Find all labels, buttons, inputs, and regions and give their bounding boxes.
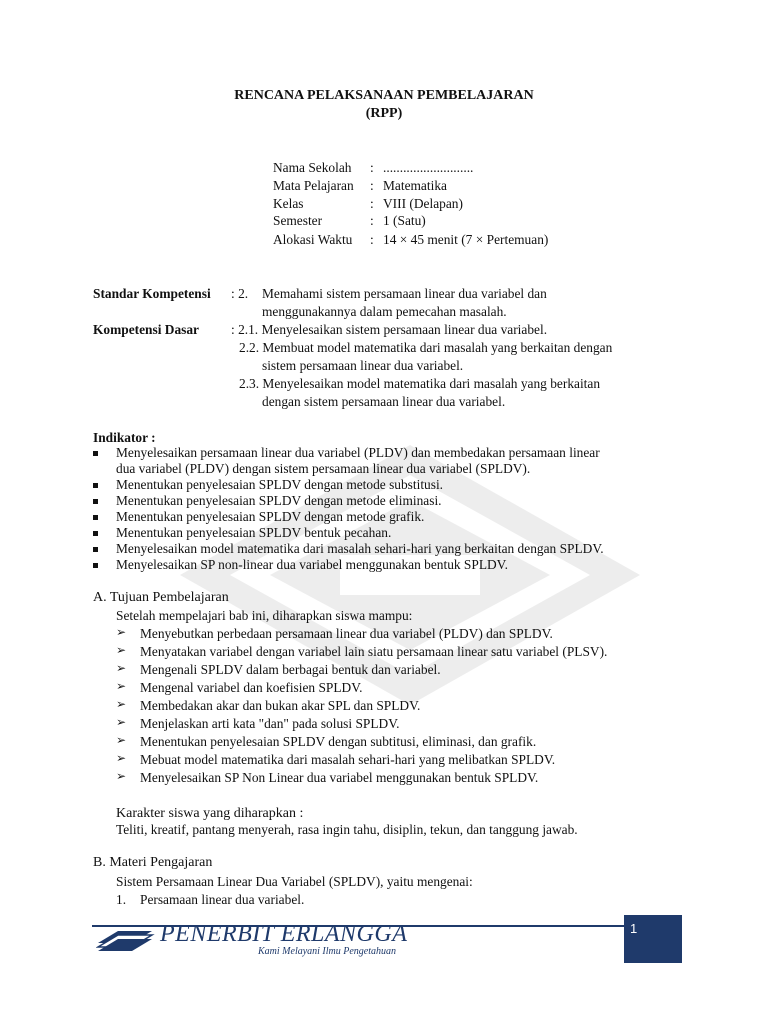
materi-item-text: Persamaan linear dua variabel. <box>140 892 305 907</box>
bullet-icon <box>93 531 98 536</box>
materi-intro: Sistem Persamaan Linear Dua Variabel (SPLDV), yaitu mengenai: <box>116 874 473 889</box>
kompetensi-dasar-item-cont: sistem persamaan linear dua variabel. <box>262 358 464 373</box>
kompetensi-dasar-item: : 2.1. Menyelesaikan sistem persamaan linear dua variabel. <box>231 322 548 337</box>
bullet-icon <box>93 499 98 504</box>
arrow-bullet-icon: ➢ <box>116 643 127 657</box>
standar-kompetensi-text: Memahami sistem persamaan linear dua variabel dan <box>262 286 547 301</box>
tujuan-intro: Setelah mempelajari bab ini, diharapkan siswa mampu: <box>116 608 413 623</box>
bullet-icon <box>93 515 98 520</box>
bullet-icon <box>93 451 98 456</box>
standar-kompetensi-prefix: : 2. <box>231 286 249 301</box>
arrow-bullet-icon: ➢ <box>116 733 127 747</box>
identity-label: Alokasi Waktu <box>273 232 353 247</box>
identity-value: Matematika <box>383 178 447 193</box>
identity-sep: : <box>370 160 374 175</box>
brand-tagline: Kami Melayani Ilmu Pengetahuan <box>258 946 397 957</box>
kompetensi-dasar-item-cont: dengan sistem persamaan linear dua variabel. <box>262 394 506 409</box>
identity-label: Nama Sekolah <box>273 160 352 175</box>
bullet-icon <box>93 483 98 488</box>
document-title: RENCANA PELAKSANAAN PEMBELAJARAN <box>234 88 534 103</box>
identity-label: Mata Pelajaran <box>273 178 354 193</box>
books-logo-icon <box>96 923 156 953</box>
karakter-text: Teliti, kreatif, pantang menyerah, rasa ingin tahu, disiplin, tekun, dan tanggung jawab. <box>116 822 578 837</box>
identity-sep: : <box>370 178 374 193</box>
identity-value: 1 (Satu) <box>383 213 426 228</box>
arrow-bullet-icon: ➢ <box>116 715 127 729</box>
standar-kompetensi-text: menggunakannya dalam pemecahan masalah. <box>262 304 507 319</box>
tujuan-heading: A. Tujuan Pembelajaran <box>93 590 229 605</box>
identity-value: 14 × 45 menit (7 × Pertemuan) <box>383 232 549 247</box>
standar-kompetensi-label: Standar Kompetensi <box>93 286 211 301</box>
kompetensi-dasar-label: Kompetensi Dasar <box>93 322 200 337</box>
arrow-bullet-icon: ➢ <box>116 661 127 675</box>
page-number: 1 <box>630 921 638 936</box>
materi-item-number: 1. <box>116 892 127 907</box>
bullet-icon <box>93 547 98 552</box>
identity-label: Semester <box>273 213 323 228</box>
kompetensi-dasar-item: 2.2. Membuat model matematika dari masalah yang berkaitan dengan <box>239 340 613 355</box>
kompetensi-dasar-item: 2.3. Menyelesaikan model matematika dari masalah yang berkaitan <box>239 376 601 391</box>
karakter-heading: Karakter siswa yang diharapkan : <box>116 806 304 821</box>
indikator-label: Indikator : <box>93 430 156 445</box>
identity-value: VIII (Delapan) <box>383 196 463 211</box>
brand-name: PENERBIT ERLANGGA <box>160 921 408 947</box>
identity-sep: : <box>370 196 374 211</box>
identity-sep: : <box>370 232 374 247</box>
identity-value: ........................... <box>383 160 474 175</box>
identity-sep: : <box>370 213 374 228</box>
arrow-bullet-icon: ➢ <box>116 751 127 765</box>
arrow-bullet-icon: ➢ <box>116 625 127 639</box>
arrow-bullet-icon: ➢ <box>116 697 127 711</box>
page-number-box <box>624 915 682 963</box>
document-subtitle: (RPP) <box>365 106 403 121</box>
bullet-icon <box>93 563 98 568</box>
arrow-bullet-icon: ➢ <box>116 679 127 693</box>
identity-label: Kelas <box>273 196 304 211</box>
arrow-bullet-icon: ➢ <box>116 769 127 783</box>
materi-heading: B. Materi Pengajaran <box>93 855 213 870</box>
